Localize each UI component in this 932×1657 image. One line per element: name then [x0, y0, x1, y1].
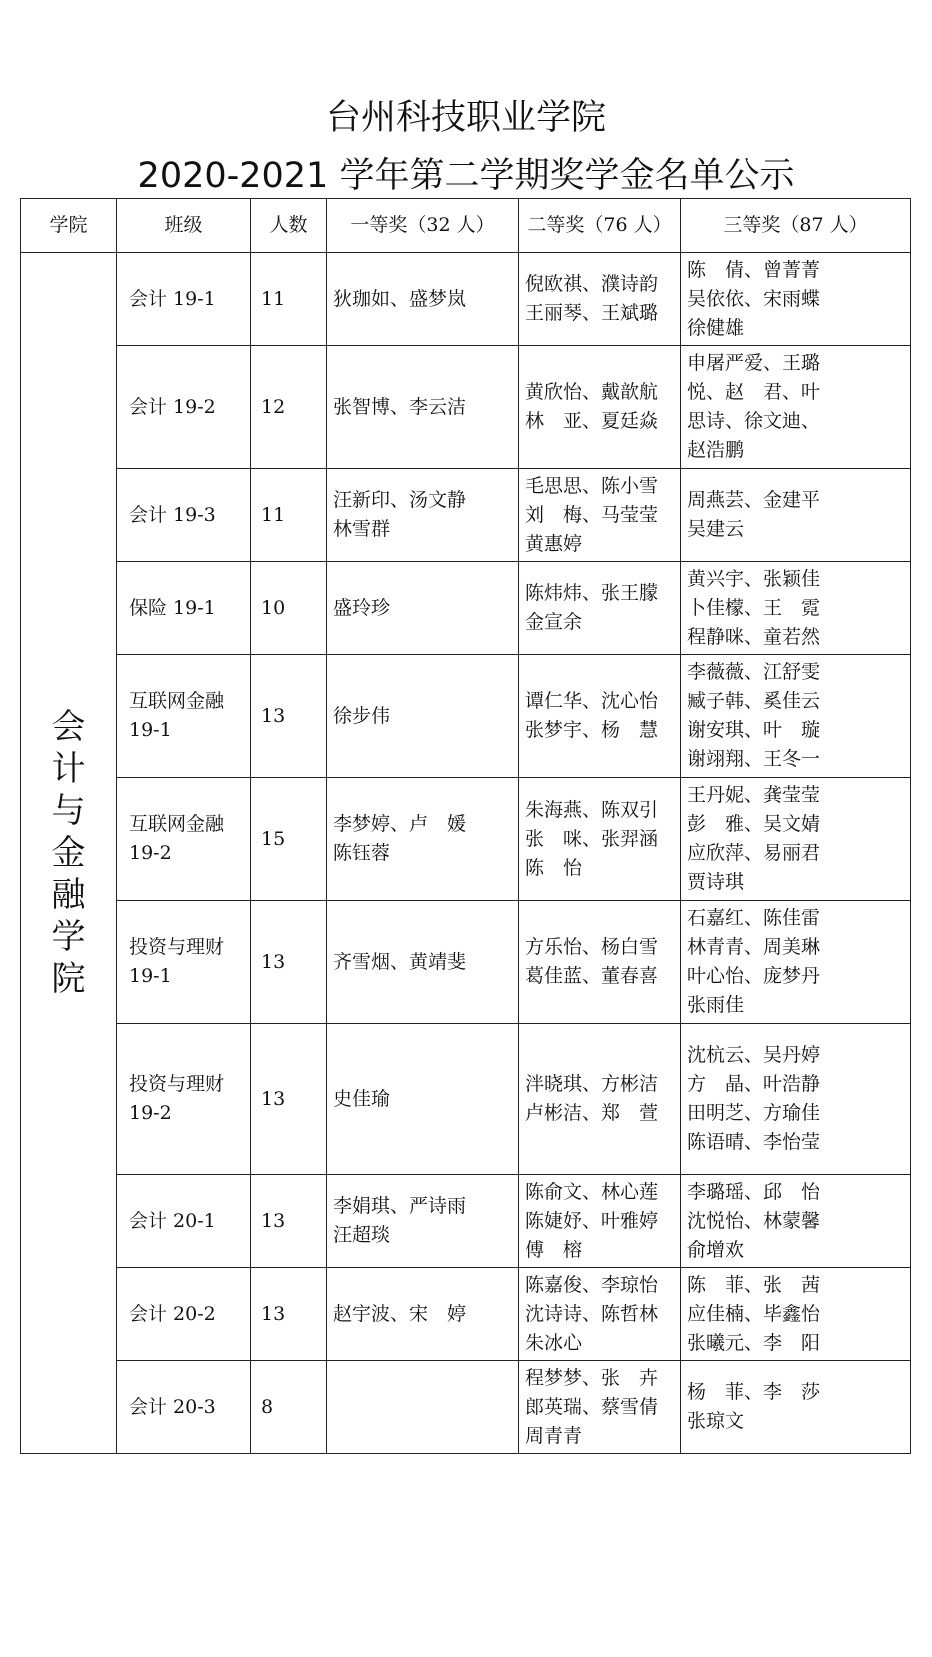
second-prize-cell: 毛思思、陈小雪 刘 梅、马莹莹 黄惠婷: [519, 469, 681, 562]
third-prize-cell: 李薇薇、江舒雯 臧子韩、奚佳云 谢安琪、叶 璇 谢翊翔、王冬一: [681, 655, 911, 778]
count-cell: 12: [251, 346, 327, 469]
second-prize-cell: 朱海燕、陈双引 张 咪、张羿涵 陈 怡: [519, 778, 681, 901]
second-prize-cell: 方乐怡、杨白雪 葛佳蓝、董春喜: [519, 901, 681, 1024]
first-prize-cell: 齐雪烟、黄靖斐: [327, 901, 519, 1024]
class-cell: 投资与理财 19-2: [117, 1024, 251, 1175]
class-cell: 会计 20-2: [117, 1268, 251, 1361]
table-row: [21, 562, 911, 655]
table-row: [21, 1268, 911, 1361]
count-cell: 11: [251, 469, 327, 562]
class-cell: 互联网金融 19-1: [117, 655, 251, 778]
first-prize-cell: 赵宇波、宋 婷: [327, 1268, 519, 1361]
second-prize-cell: 谭仁华、沈心怡 张梦宇、杨 慧: [519, 655, 681, 778]
class-cell: 保险 19-1: [117, 562, 251, 655]
table-row: [21, 1175, 911, 1268]
third-prize-cell: 石嘉红、陈佳雷 林青青、周美琳 叶心怡、庞梦丹 张雨佳: [681, 901, 911, 1024]
column-header-third-prize: 三等奖（87 人）: [681, 199, 911, 253]
table-row: [21, 1024, 911, 1175]
count-cell: 13: [251, 1268, 327, 1361]
table-header-row: [21, 199, 911, 253]
page-subtitle: 2020-2021 学年第二学期奖学金名单公示: [137, 156, 795, 196]
first-prize-cell: 李梦婷、卢 媛 陈钰蓉: [327, 778, 519, 901]
count-cell: 13: [251, 901, 327, 1024]
column-header-college: 学院: [21, 199, 117, 253]
column-header-class: 班级: [117, 199, 251, 253]
class-cell: 互联网金融 19-2: [117, 778, 251, 901]
third-prize-cell: 李璐瑶、邱 怡 沈悦怡、林蒙馨 俞增欢: [681, 1175, 911, 1268]
third-prize-cell: 王丹妮、龚莹莹 彭 雅、吴文婧 应欣萍、易丽君 贾诗琪: [681, 778, 911, 901]
class-cell: 会计 20-1: [117, 1175, 251, 1268]
class-cell: 会计 19-3: [117, 469, 251, 562]
second-prize-cell: 倪欧祺、濮诗韵 王丽琴、王斌璐: [519, 253, 681, 346]
first-prize-cell: 盛玲珍: [327, 562, 519, 655]
page-title: 台州科技职业学院: [325, 98, 606, 138]
scholarship-table: [20, 198, 911, 1454]
column-header-second-prize: 二等奖（76 人）: [519, 199, 681, 253]
first-prize-cell: [327, 1361, 519, 1454]
table-row: [21, 901, 911, 1024]
class-cell: 会计 20-3: [117, 1361, 251, 1454]
table-row: [21, 469, 911, 562]
second-prize-cell: 陈嘉俊、李琼怡 沈诗诗、陈哲林 朱冰心: [519, 1268, 681, 1361]
college-cell: [21, 253, 117, 1454]
first-prize-cell: 张智博、李云洁: [327, 346, 519, 469]
college-name: 会计与金融学院: [51, 707, 86, 999]
first-prize-cell: 史佳瑜: [327, 1024, 519, 1175]
class-cell: 会计 19-1: [117, 253, 251, 346]
count-cell: 13: [251, 1024, 327, 1175]
third-prize-cell: 周燕芸、金建平 吴建云: [681, 469, 911, 562]
table-row: [21, 253, 911, 346]
third-prize-cell: 申屠严爱、王璐 悦、赵 君、叶 思诗、徐文迪、 赵浩鹏: [681, 346, 911, 469]
first-prize-cell: 狄珈如、盛梦岚: [327, 253, 519, 346]
second-prize-cell: 陈炜炜、张王朦 金宣余: [519, 562, 681, 655]
third-prize-cell: 沈杭云、吴丹婷 方 晶、叶浩静 田明芝、方瑜佳 陈语晴、李怡莹: [681, 1024, 911, 1175]
class-cell: 会计 19-2: [117, 346, 251, 469]
table-row: [21, 1361, 911, 1454]
second-prize-cell: 黄欣怡、戴歆航 林 亚、夏廷焱: [519, 346, 681, 469]
third-prize-cell: 杨 菲、李 莎 张琼文: [681, 1361, 911, 1454]
class-cell: 投资与理财 19-1: [117, 901, 251, 1024]
column-header-count: 人数: [251, 199, 327, 253]
count-cell: 10: [251, 562, 327, 655]
third-prize-cell: 黄兴宇、张颖佳 卜佳檬、王 霓 程静咪、童若然: [681, 562, 911, 655]
second-prize-cell: 程梦梦、张 卉 郎英瑞、蔡雪倩 周青青: [519, 1361, 681, 1454]
third-prize-cell: 陈 倩、曾菁菁 吴依依、宋雨蝶 徐健雄: [681, 253, 911, 346]
second-prize-cell: 陈俞文、林心莲 陈婕妤、叶雅婷 傅 榕: [519, 1175, 681, 1268]
count-cell: 11: [251, 253, 327, 346]
first-prize-cell: 徐步伟: [327, 655, 519, 778]
column-header-first-prize: 一等奖（32 人）: [327, 199, 519, 253]
count-cell: 8: [251, 1361, 327, 1454]
third-prize-cell: 陈 菲、张 茜 应佳楠、毕鑫怡 张曦元、李 阳: [681, 1268, 911, 1361]
table-row: [21, 778, 911, 901]
first-prize-cell: 李娟琪、严诗雨 汪超琰: [327, 1175, 519, 1268]
table-row: [21, 346, 911, 469]
table-row: [21, 655, 911, 778]
second-prize-cell: 泮晓琪、方彬洁 卢彬洁、郑 萱: [519, 1024, 681, 1175]
count-cell: 15: [251, 778, 327, 901]
first-prize-cell: 汪新印、汤文静 林雪群: [327, 469, 519, 562]
count-cell: 13: [251, 655, 327, 778]
count-cell: 13: [251, 1175, 327, 1268]
